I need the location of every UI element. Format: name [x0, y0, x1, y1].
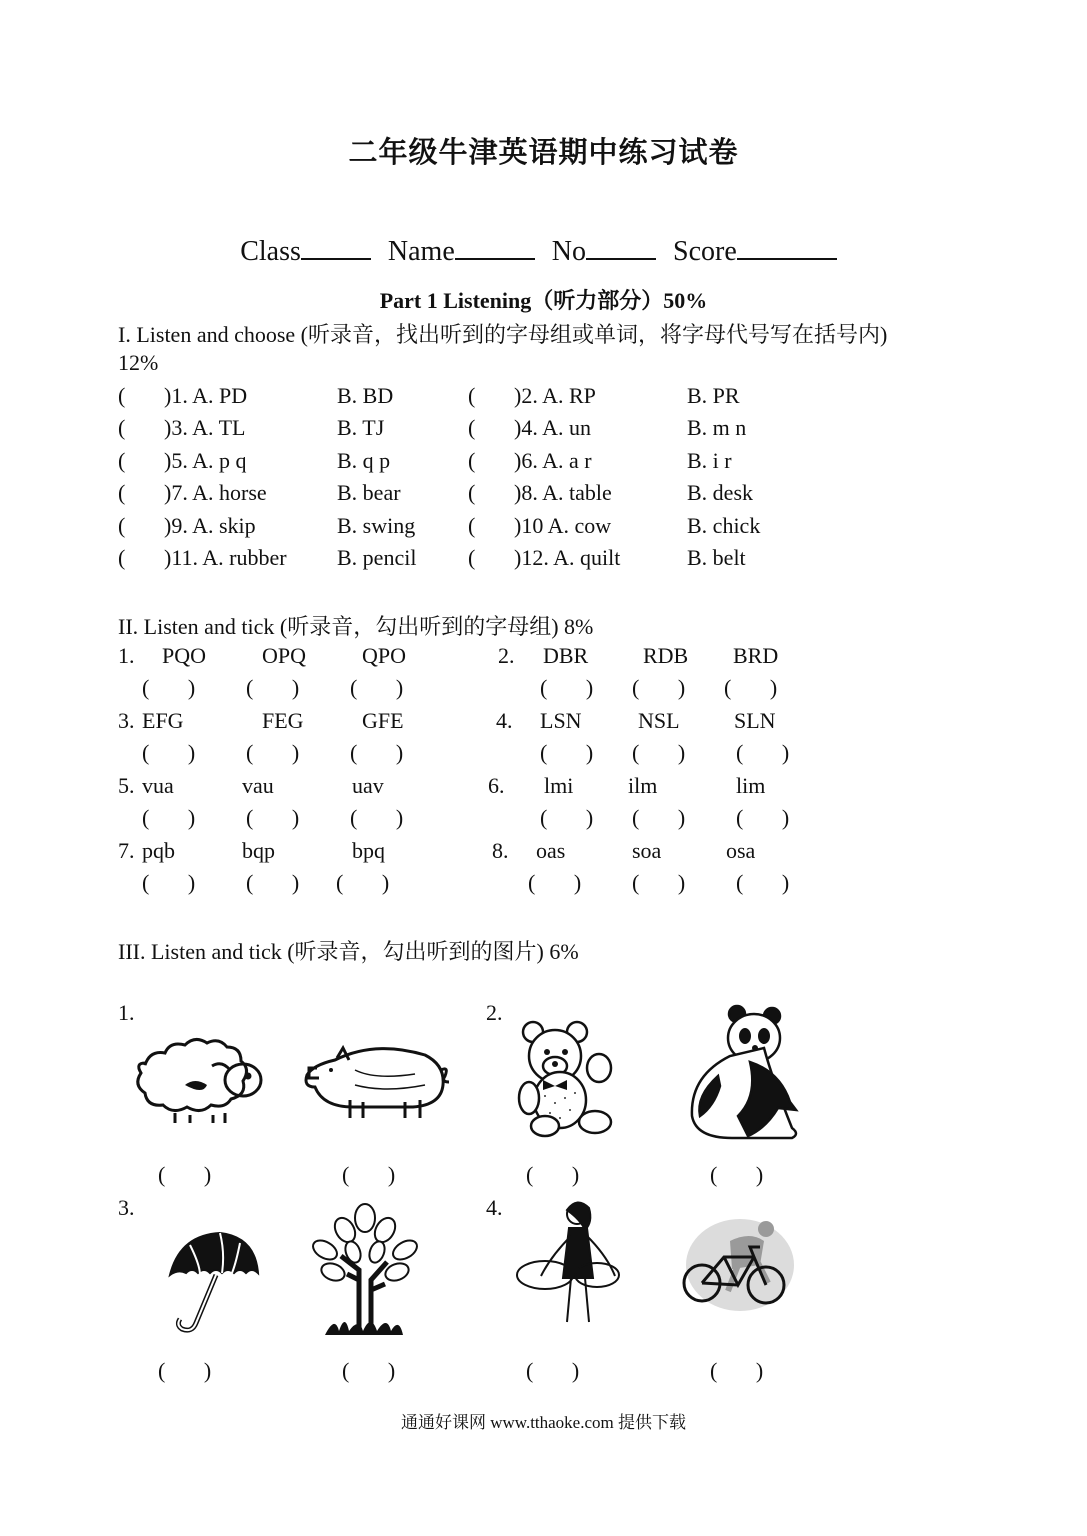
question-option-b: B. i r [687, 448, 732, 473]
tick-box[interactable]: ( ) [336, 870, 390, 895]
question-option-a: )4. A. un [514, 415, 591, 440]
question-option-b: B. pencil [337, 545, 417, 570]
question-option-b: B. chick [687, 513, 761, 538]
answer-open-paren[interactable]: ( [468, 383, 476, 408]
question-option-b: B. TJ [337, 415, 385, 440]
answer-open-paren[interactable]: ( [118, 513, 126, 538]
letter-option: vua [142, 773, 174, 798]
letter-option: lim [736, 773, 766, 798]
tick-box[interactable]: ( ) [350, 740, 404, 765]
picture-tick-box[interactable]: ( ) [710, 1358, 764, 1383]
letter-option: GFE [362, 708, 404, 733]
letter-option: soa [632, 838, 662, 863]
letter-option: QPO [362, 643, 407, 668]
tick-box[interactable]: ( ) [142, 675, 196, 700]
answer-open-paren[interactable]: ( [118, 415, 126, 440]
letter-option: NSL [638, 708, 680, 733]
part-heading: Part 1 Listening（听力部分）50% [379, 288, 708, 313]
letter-option: LSN [540, 708, 582, 733]
section3-heading: III. Listen and tick (听录音，勾出听到的图片) 6% [118, 939, 579, 964]
tick-box[interactable]: ( ) [142, 740, 196, 765]
tick-box[interactable]: ( ) [632, 870, 686, 895]
item-number: 5. [118, 773, 135, 798]
tick-box[interactable]: ( ) [246, 805, 300, 830]
letter-option: RDB [643, 643, 689, 668]
tick-box[interactable]: ( ) [142, 805, 196, 830]
question-option-b: B. BD [337, 383, 394, 408]
letter-option: pqb [142, 838, 175, 863]
class-label: Class [240, 236, 301, 267]
question-option-b: B. m n [687, 415, 747, 440]
letter-option: ilm [628, 773, 658, 798]
tree-picture [305, 1200, 425, 1340]
tick-box[interactable]: ( ) [350, 805, 404, 830]
item-number: 8. [492, 838, 509, 863]
student-info-line [0, 232, 1087, 268]
panda-picture [690, 1008, 800, 1138]
answer-open-paren[interactable]: ( [118, 480, 126, 505]
picture-question-number: 4. [486, 1195, 503, 1220]
answer-open-paren[interactable]: ( [468, 448, 476, 473]
question-option-a: )11. A. rubber [164, 545, 287, 570]
item-number: 1. [118, 643, 135, 668]
answer-open-paren[interactable]: ( [468, 480, 476, 505]
picture-tick-box[interactable]: ( ) [342, 1358, 396, 1383]
name-blank[interactable] [455, 232, 535, 260]
item-number: 2. [498, 643, 515, 668]
score-blank[interactable] [737, 232, 837, 260]
tick-box[interactable]: ( ) [528, 870, 582, 895]
question-option-a: )5. A. p q [164, 448, 247, 473]
question-option-a: )1. A. PD [164, 383, 248, 408]
question-option-a: )8. A. table [514, 480, 612, 505]
tick-box[interactable]: ( ) [246, 870, 300, 895]
question-option-b: B. PR [687, 383, 740, 408]
picture-tick-box[interactable]: ( ) [342, 1162, 396, 1187]
question-option-b: B. bear [337, 480, 401, 505]
umbrella-picture [160, 1225, 260, 1335]
girl-skipping-picture [515, 1200, 625, 1330]
section1-percent: 12% [118, 350, 159, 375]
picture-tick-box[interactable]: ( ) [526, 1358, 580, 1383]
question-option-a: )9. A. skip [164, 513, 256, 538]
name-label: Name [387, 236, 455, 267]
item-number: 4. [496, 708, 513, 733]
answer-open-paren[interactable]: ( [468, 545, 476, 570]
letter-option: oas [536, 838, 566, 863]
picture-tick-box[interactable]: ( ) [158, 1162, 212, 1187]
letter-option: lmi [544, 773, 574, 798]
picture-question-number: 3. [118, 1195, 135, 1220]
question-option-b: B. desk [687, 480, 753, 505]
tick-box[interactable]: ( ) [246, 675, 300, 700]
page-title: 二年级牛津英语期中练习试卷 [348, 135, 739, 169]
class-blank[interactable] [301, 232, 371, 260]
item-number: 7. [118, 838, 135, 863]
tick-box[interactable]: ( ) [540, 675, 594, 700]
question-option-b: B. belt [687, 545, 746, 570]
tick-box[interactable]: ( ) [540, 740, 594, 765]
question-option-a: )10 A. cow [514, 513, 612, 538]
tick-box[interactable]: ( ) [632, 805, 686, 830]
letter-option: DBR [543, 643, 589, 668]
score-label: Score [673, 236, 737, 267]
letter-option: FEG [262, 708, 304, 733]
question-option-a: )6. A. a r [514, 448, 592, 473]
section2-heading: II. Listen and tick (听录音，勾出听到的字母组) 8% [118, 614, 594, 639]
tick-box[interactable]: ( ) [246, 740, 300, 765]
letter-option: vau [242, 773, 274, 798]
tick-box[interactable]: ( ) [350, 675, 404, 700]
footer: 通通好课网 www.tthaoke.com 提供下载 [400, 1413, 687, 1432]
no-blank[interactable] [586, 232, 656, 260]
tick-box[interactable]: ( ) [142, 870, 196, 895]
letter-option: SLN [734, 708, 776, 733]
tick-box[interactable]: ( ) [632, 675, 686, 700]
section1-heading: I. Listen and choose (听录音，找出听到的字母组或单词，将字母代号写在括号内) [118, 322, 888, 347]
answer-open-paren[interactable]: ( [118, 545, 126, 570]
sheep-picture [135, 1030, 270, 1125]
tick-box[interactable]: ( ) [736, 740, 790, 765]
picture-question-number: 1. [118, 1000, 135, 1025]
tick-box[interactable]: ( ) [632, 740, 686, 765]
question-option-a: )2. A. RP [514, 383, 596, 408]
letter-option: bqp [242, 838, 275, 863]
item-number: 6. [488, 773, 505, 798]
no-label: No [551, 236, 586, 267]
tick-box[interactable]: ( ) [736, 870, 790, 895]
tick-box[interactable]: ( ) [540, 805, 594, 830]
question-option-b: B. q p [337, 448, 391, 473]
letter-option: EFG [142, 708, 184, 733]
picture-tick-box[interactable]: ( ) [158, 1358, 212, 1383]
letter-option: BRD [733, 643, 779, 668]
answer-open-paren[interactable]: ( [118, 448, 126, 473]
letter-option: uav [352, 773, 384, 798]
picture-question-number: 2. [486, 1000, 503, 1025]
question-option-b: B. swing [337, 513, 416, 538]
tick-box[interactable]: ( ) [736, 805, 790, 830]
picture-tick-box[interactable]: ( ) [710, 1162, 764, 1187]
letter-option: OPQ [262, 643, 307, 668]
question-option-a: )12. A. quilt [514, 545, 621, 570]
item-number: 3. [118, 708, 135, 733]
tick-box[interactable]: ( ) [724, 675, 778, 700]
question-option-a: )7. A. horse [164, 480, 267, 505]
bicycle-picture [680, 1215, 795, 1315]
letter-option: PQO [162, 643, 207, 668]
pig-picture [305, 1040, 450, 1120]
picture-tick-box[interactable]: ( ) [526, 1162, 580, 1187]
teddy-bear-picture [515, 1018, 620, 1138]
question-option-a: )3. A. TL [164, 415, 246, 440]
letter-option: osa [726, 838, 756, 863]
answer-open-paren[interactable]: ( [468, 513, 476, 538]
answer-open-paren[interactable]: ( [118, 383, 126, 408]
letter-option: bpq [352, 838, 385, 863]
answer-open-paren[interactable]: ( [468, 415, 476, 440]
